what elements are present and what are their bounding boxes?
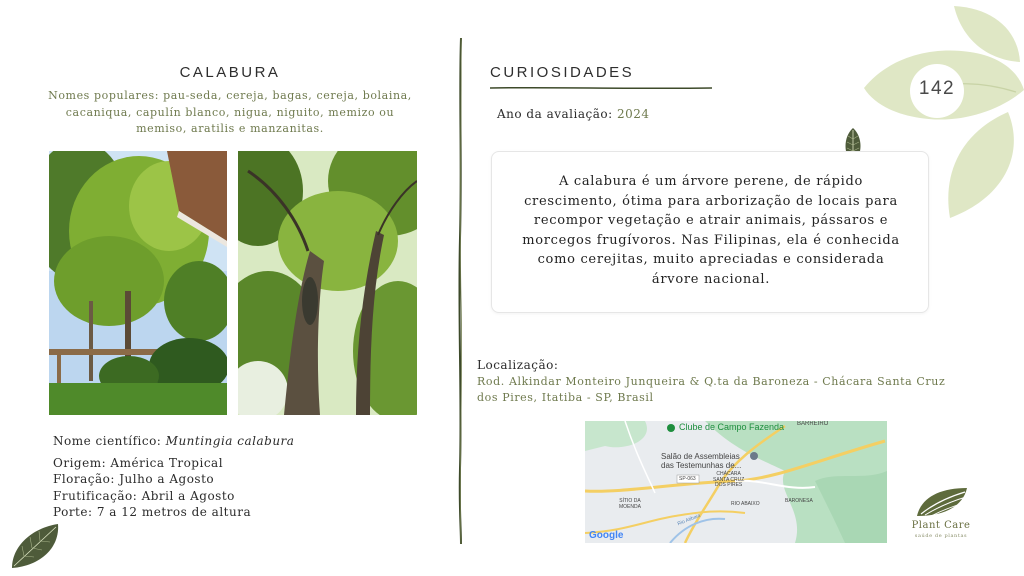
map-label-line: MOENDA (619, 504, 641, 510)
logo-name: Plant Care (911, 520, 971, 531)
map-label-river: Rio Atibaia (676, 512, 702, 528)
tree-photo-1 (49, 151, 227, 415)
map-label-line: DOS PIRES (715, 482, 743, 489)
fact-size: Porte: 7 a 12 metros de altura (53, 505, 252, 520)
map-label-rio-abaixo: RIO ABAIXO (731, 501, 760, 507)
page-number: 142 (918, 78, 956, 99)
leaf-shape (948, 112, 1014, 218)
fact-origin: Origem: América Tropical (53, 456, 224, 470)
fact-flowering: Floração: Julho a Agosto (53, 472, 215, 487)
title-underline (490, 86, 712, 90)
map-pin-icon (750, 452, 758, 460)
location-label: Localização: (477, 358, 559, 372)
map-label-barreiro: BARREIRO (797, 421, 829, 427)
map-label-chacara (713, 472, 744, 489)
logo-tagline: saúde de plantas (914, 533, 968, 539)
leaf-icon (8, 522, 62, 570)
column-divider (454, 38, 468, 544)
year-value: 2024 (616, 107, 650, 121)
plant-care-logo-icon (913, 486, 969, 518)
map-pin-icon (667, 424, 675, 432)
evaluation-year (497, 107, 650, 121)
location-address: Rod. Alkindar Monteiro Junqueira & Q.ta da Baroneza - Chácara Santa Cruz dos Pires, Itatiba - SP, Brasil (477, 375, 946, 404)
map-label-line: das Testemunhas de... (661, 461, 742, 470)
section-title: CURIOSIDADES (490, 64, 635, 81)
scientific-label: Nome científico: (53, 434, 166, 448)
map-label-line: SANTA CRUZ (713, 476, 745, 483)
google-logo: Google (589, 530, 624, 541)
map-label-line: SÍTIO DA (619, 498, 641, 504)
description-text: A calabura é um árvore perene, de rápido crescimento, ótima para arborização de locais para recompor vegetação e atrair animais, pássaros e morcegos frugívoros. Nas Filipinas, ela é conhecida como cerejitas, muito apreciadas e considerada árvore nacional. (522, 174, 900, 287)
map-label-road: SP-063 (679, 476, 696, 482)
scientific-name-line (53, 434, 294, 448)
year-label: Ano da avaliação: (497, 107, 617, 121)
plant-title: CALABURA (179, 64, 281, 81)
map-label-sitio (619, 498, 641, 510)
plant-facts (53, 455, 251, 521)
map-label-salao (661, 452, 741, 470)
map-label-baronesa: BARONESA (785, 498, 813, 504)
map-label-club: Clube de Campo Fazenda (679, 422, 785, 432)
popular-names: Nomes populares: pau-seda, cereja, bagas, cereja, bolaina, cacaniqua, capulín blanco, nigua, niguito, memizo ou memiso, aratilis e manzanitas. (48, 89, 412, 135)
tree-photo-2 (238, 151, 417, 415)
scientific-name: Muntingia calabura (165, 434, 295, 448)
map-label-line: Salão de Assembleias (661, 452, 740, 461)
fact-fruiting: Frutificação: Abril a Agosto (53, 488, 235, 503)
map-label-line: CHÁCARA (716, 471, 741, 477)
location-map[interactable] (585, 421, 887, 543)
